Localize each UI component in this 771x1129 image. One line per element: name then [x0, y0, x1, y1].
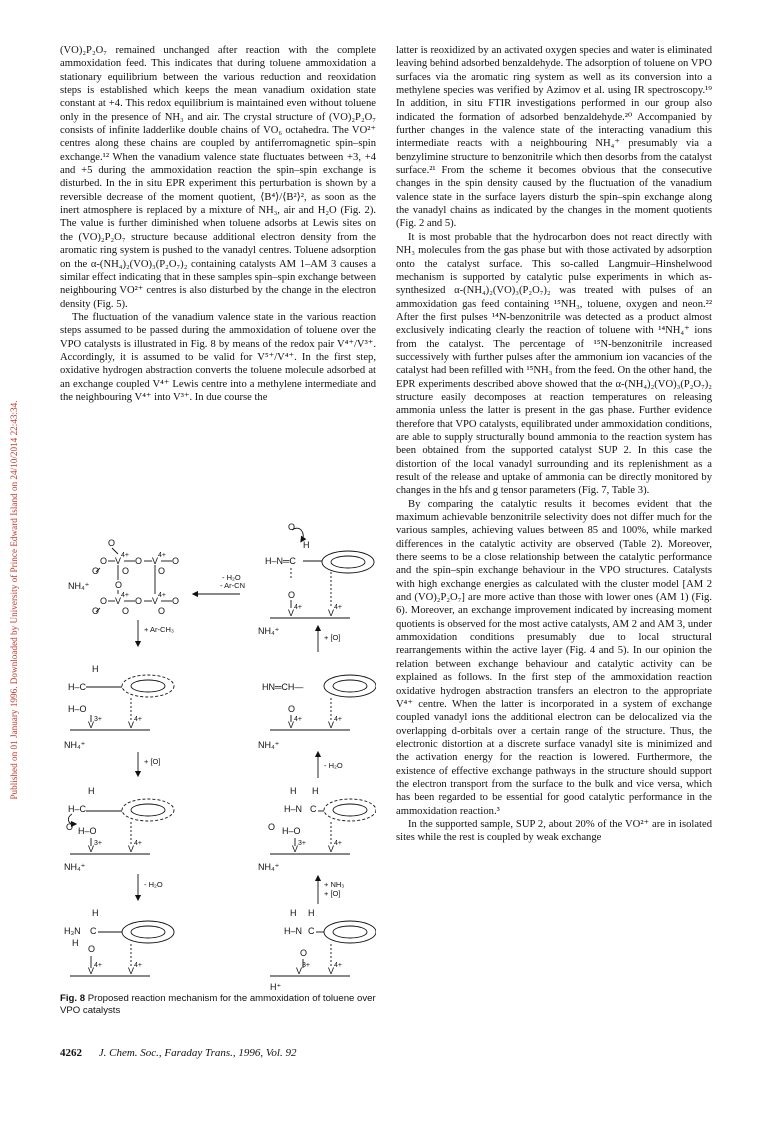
- paragraph: latter is reoxidized by an activated oxygen species and water is eliminated leaving behind adsorbed benzaldehyde. The adsorption of toluene on VPO surfaces via the aromatic ring system as well as its conversion into a methylene species was verified by Azimov et al. using IR spectroscopy.¹⁹ In addition, in situ FTIR investigations performed in our group also indicated the formation of adsorbed benzaldehyde.²⁰ Accompanied by further changes in the valence state of the interacting vanadium this intermediate reacts with a neighbouring NH₄⁺ presumably via a benzylimine structure to benzonitrile which then desorbs from the catalyst surface.²¹ From the scheme it becomes obvious that the consecutive changes in the spin density caused by the fluctuation of the vanadium valence state in the surface layers disturb the spin–spin exchange along the vanadyl chains as indicated by the changes in the moment quotients (Fig. 2 and 5).: [396, 45, 712, 230]
- svg-text:H: H: [308, 908, 315, 918]
- svg-text:O: O: [122, 566, 130, 576]
- svg-text:O: O: [288, 522, 296, 532]
- download-notice-text: Published on 01 January 1996. Downloaded by University of Prince Edward Island on 24/10/2014 22:43:34.: [9, 400, 19, 800]
- svg-text:3+: 3+: [298, 840, 306, 847]
- svg-text:V: V: [128, 966, 135, 976]
- svg-text:+ [O]: + [O]: [144, 757, 161, 766]
- svg-text:HN═CH—: HN═CH—: [262, 682, 304, 692]
- svg-text:H: H: [88, 786, 95, 796]
- svg-text:H–N: H–N: [284, 926, 303, 936]
- svg-text:4+: 4+: [334, 962, 342, 969]
- reaction-mechanism-figure: [60, 512, 376, 992]
- svg-text:V: V: [328, 720, 335, 730]
- svg-text:4+: 4+: [134, 840, 142, 847]
- svg-text:H–C: H–C: [68, 804, 87, 814]
- download-notice: [0, 0, 28, 1129]
- svg-text:+ NH₃: + NH₃: [324, 880, 345, 889]
- svg-text:+ [O]: + [O]: [324, 889, 341, 898]
- paragraph: The fluctuation of the vanadium valence state in the various reaction steps assumed to be passed during the ammoxidation of toluene over the VPO catalysts is illustrated in Fig. 8 by means of the redox pair V⁴⁺/V³⁺. Accordingly, it is assumed to be valid for V⁵⁺/V⁴⁺. In the first step, oxidative hydrogen abstraction converts the toluene molecule adsorbed at an exchange coupled V⁴⁺ Lewis centre into a methylene intermediate and the neighbouring V⁴⁺ into V³⁺. In due course the: [60, 311, 376, 403]
- svg-text:V: V: [328, 844, 335, 854]
- svg-text:4+: 4+: [294, 604, 302, 611]
- svg-text:O: O: [100, 556, 108, 566]
- svg-text:V: V: [88, 720, 95, 730]
- svg-text:O: O: [100, 596, 108, 606]
- svg-text:O: O: [158, 566, 166, 576]
- svg-text:O: O: [135, 556, 143, 566]
- paragraph: In the supported sample, SUP 2, about 20% of the VO²⁺ are in isolated sites while the rest is coupled by weak exchange: [396, 818, 712, 844]
- figure-caption-label: Fig. 8: [60, 993, 86, 1004]
- svg-text:H–C: H–C: [68, 682, 87, 692]
- svg-text:V: V: [328, 966, 335, 976]
- svg-text:H: H: [312, 786, 319, 796]
- svg-text:H: H: [290, 908, 297, 918]
- mechanism-diagram: [60, 512, 376, 992]
- svg-text:V: V: [296, 966, 303, 976]
- svg-text:V: V: [328, 608, 335, 618]
- svg-text:H⁺: H⁺: [270, 982, 282, 992]
- svg-text:NH₄⁺: NH₄⁺: [68, 581, 90, 591]
- svg-text:V: V: [88, 844, 95, 854]
- svg-text:- Ar-CN: - Ar-CN: [220, 581, 245, 590]
- svg-text:4+: 4+: [134, 962, 142, 969]
- svg-text:V: V: [152, 556, 159, 566]
- right-column: [396, 44, 712, 845]
- figure-caption: [60, 993, 376, 1017]
- svg-text:O: O: [300, 948, 308, 958]
- paragraph: It is most probable that the hydrocarbon does not react directly with NH₃ molecules from the gas phase but with those activated by adsorption onto the catalyst surface. This so-called Langmuir–Hinshelwood mechanism is supported by catalytic pulse experiments in which as-synthesized α-(NH₄)₂(VO)₃(P₂O₇)₂ was treated with pulses of an ammoxidation gas feed containing ¹⁵NH₃, toluene, oxygen and neon.²² After the first pulses ¹⁴N-benzonitrile was detected as a product almost exclusively indicating clearly the reaction of toluene with ¹⁴NH₄⁺ ions from the catalyst. The percentage of ¹⁵N-benzonitrile increased successively with further pulses after the ammonium ion vacancies of the catalyst had been refilled with ¹⁵NH₃ from the feed. On the other hand, the EPR experiments described above showed that the α-(NH₄)₂(VO)₃(P₂O₇)₂ structure easily decomposes at reaction temperatures on releasing ammonia unless the latter is present in the gas phase. Further evidence therefore that VPO catalysts, equilibrated under ammoxidation conditions, are able to supply structurally bound ammonia to the reaction system has been obtained from the supported catalyst SUP 2. In this case the distortion of the local vanadyl surrounding and its replenishment as a result of the release and uptake of ammonia can be directly monitored by changes in the hfs and g tensor parameters (Fig. 7, Table 3).: [396, 231, 712, 497]
- svg-text:V: V: [115, 596, 122, 606]
- svg-text:V: V: [128, 844, 135, 854]
- svg-text:3+: 3+: [94, 716, 102, 723]
- svg-text:O: O: [172, 596, 180, 606]
- svg-text:H: H: [290, 786, 297, 796]
- svg-text:V: V: [288, 608, 295, 618]
- svg-text:O: O: [92, 566, 100, 576]
- svg-text:4+: 4+: [334, 716, 342, 723]
- svg-text:NH₄⁺: NH₄⁺: [64, 862, 86, 872]
- svg-text:O: O: [122, 606, 130, 616]
- svg-text:H: H: [303, 540, 310, 550]
- svg-text:H: H: [72, 938, 79, 948]
- svg-text:V: V: [152, 596, 159, 606]
- svg-text:C: C: [90, 926, 97, 936]
- svg-text:O: O: [108, 538, 116, 548]
- svg-text:NH₄⁺: NH₄⁺: [258, 862, 280, 872]
- svg-text:V: V: [288, 720, 295, 730]
- svg-text:O: O: [88, 944, 96, 954]
- svg-text:4+: 4+: [334, 840, 342, 847]
- svg-text:4+: 4+: [121, 592, 129, 599]
- svg-text:+ Ar-CH₃: + Ar-CH₃: [144, 625, 174, 634]
- journal-citation: J. Chem. Soc., Faraday Trans., 1996, Vol. 92: [98, 1047, 297, 1059]
- svg-text:4+: 4+: [134, 716, 142, 723]
- svg-text:O: O: [172, 556, 180, 566]
- svg-text:V: V: [128, 720, 135, 730]
- svg-text:C: C: [308, 926, 315, 936]
- svg-text:H–O: H–O: [68, 704, 87, 714]
- svg-text:NH₄⁺: NH₄⁺: [258, 740, 280, 750]
- svg-text:H₃N: H₃N: [64, 926, 81, 936]
- left-column: [60, 44, 376, 404]
- svg-text:4+: 4+: [94, 962, 102, 969]
- paragraph: By comparing the catalytic results it becomes evident that the maximum achievable benzonitrile selectivity does not differ much for the various samples, achieving values between 85 and 100%, while marked differences in the catalytic activity are observed (Table 2). Moreover, there seems to be a close relationship between the catalytic performance and the spin–spin exchange behaviour in the VPO structures. Catalysts with high exchange energies as calculated with the cluster model [AM 2 and (VO)₂P₂O₇] are more active than those with lower ones (AM 1) (Fig. 6). Moreover, an exchange improvement indicated by increasing moment quotients is observed for the most active catalysts, AM 2 and AM 3, under ammoxidation conditions presumably due to local structural rearrangements within the active layer (Fig. 4 and 5). In our opinion the relation between exchange behaviour and catalytic activity can be explained as follows. In the first step of the ammoxidation reaction oxidative hydrogen abstraction transfers an electron to the appropriate V⁴⁺ centre. When the latter is incorporated in a system of exchange coupled vanadyl ions the additional electron can be delocalized via the overlapping d-orbitals over a certain range of the structure. Thus, the electronic distortion at a discrete surface vanadyl site is minimized and the activation energy for the reaction is lowered. Furthermore, the existence of effective exchange pathways in the structure should support the electron transport from the surface to the bulk and vice versa, which has been regarded to be essential for good catalytic performance in the ammoxidation reaction.³: [396, 498, 712, 817]
- svg-text:V: V: [88, 966, 95, 976]
- svg-text:O: O: [158, 606, 166, 616]
- svg-text:+ [O]: + [O]: [324, 633, 341, 642]
- svg-text:O: O: [66, 822, 74, 832]
- svg-text:H: H: [92, 664, 99, 674]
- svg-text:O: O: [92, 606, 100, 616]
- svg-text:C: C: [310, 804, 317, 814]
- svg-text:V: V: [115, 556, 122, 566]
- svg-text:H–N═C: H–N═C: [265, 556, 296, 566]
- page-number: 4262: [60, 1047, 82, 1059]
- svg-text:V: V: [292, 844, 299, 854]
- svg-text:O: O: [268, 822, 276, 832]
- svg-text:- H₂O: - H₂O: [324, 761, 343, 770]
- svg-text:O: O: [135, 596, 143, 606]
- svg-text:NH₄⁺: NH₄⁺: [64, 740, 86, 750]
- svg-text:H–N: H–N: [284, 804, 303, 814]
- paragraph: (VO)₂P₂O₇ remained unchanged after reaction with the complete ammoxidation feed. This indicates that during toluene ammoxidation a stationary equilibrium between the various reduction and reoxidation steps is established which keeps the mean vanadium oxidation state constant at +4. This redox equilibrium is maintained even without toluene only in the presence of NH₃ and air. The crystal structure of (VO)₂P₂O₇ consists of infinite ladderlike double chains of VO₆ octahedra. The VO²⁺ centres along these chains are coupled by antiferromagnetic spin–spin exchange.¹² When the vanadium valence state fluctuates between +3, +4 and +5 during the ammoxidation reaction the spin–spin exchange is disturbed. In the in situ EPR experiment this perturbation is shown by a reversible decrease of the moment quotient, ⟨B⁴⟩/⟨B²⟩², as soon as the inert atmosphere is replaced by a mixture of NH₃, air and H₂O (Fig. 2). The value is further diminished when toluene adsorbs at Lewis sites on the (VO)₂P₂O₇ structure because additional electron density from the aromatic ring system is pushed to the vanadyl centres. Toluene adsorption on the α-(NH₄)₂(VO)₃(P₂O₇)₂ containing catalysts AM 1–AM 3 causes a similar effect indicating that in these samples spin–spin exchange between neighbouring VO²⁺ centres is also disturbed by the change in the electron density (Fig. 5).: [60, 45, 376, 310]
- svg-text:4+: 4+: [294, 716, 302, 723]
- svg-text:3+: 3+: [94, 840, 102, 847]
- svg-text:- H₂O: - H₂O: [144, 880, 163, 889]
- svg-text:4+: 4+: [334, 604, 342, 611]
- svg-text:H–O: H–O: [78, 826, 97, 836]
- vanadyl-chain: [68, 538, 179, 616]
- svg-text:- H₂O: - H₂O: [222, 573, 241, 582]
- svg-text:4+: 4+: [158, 552, 166, 559]
- svg-text:4+: 4+: [158, 592, 166, 599]
- page-footer: [60, 1047, 296, 1059]
- svg-text:H: H: [92, 908, 99, 918]
- svg-text:O: O: [288, 704, 296, 714]
- svg-text:4+: 4+: [121, 552, 129, 559]
- svg-text:O: O: [288, 590, 296, 600]
- figure-caption-text: Proposed reaction mechanism for the ammoxidation of toluene over VPO catalysts: [60, 993, 376, 1016]
- svg-text:3+: 3+: [302, 962, 310, 969]
- svg-text:O: O: [115, 580, 123, 590]
- svg-text:NH₄⁺: NH₄⁺: [258, 626, 280, 636]
- svg-text:H–O: H–O: [282, 826, 301, 836]
